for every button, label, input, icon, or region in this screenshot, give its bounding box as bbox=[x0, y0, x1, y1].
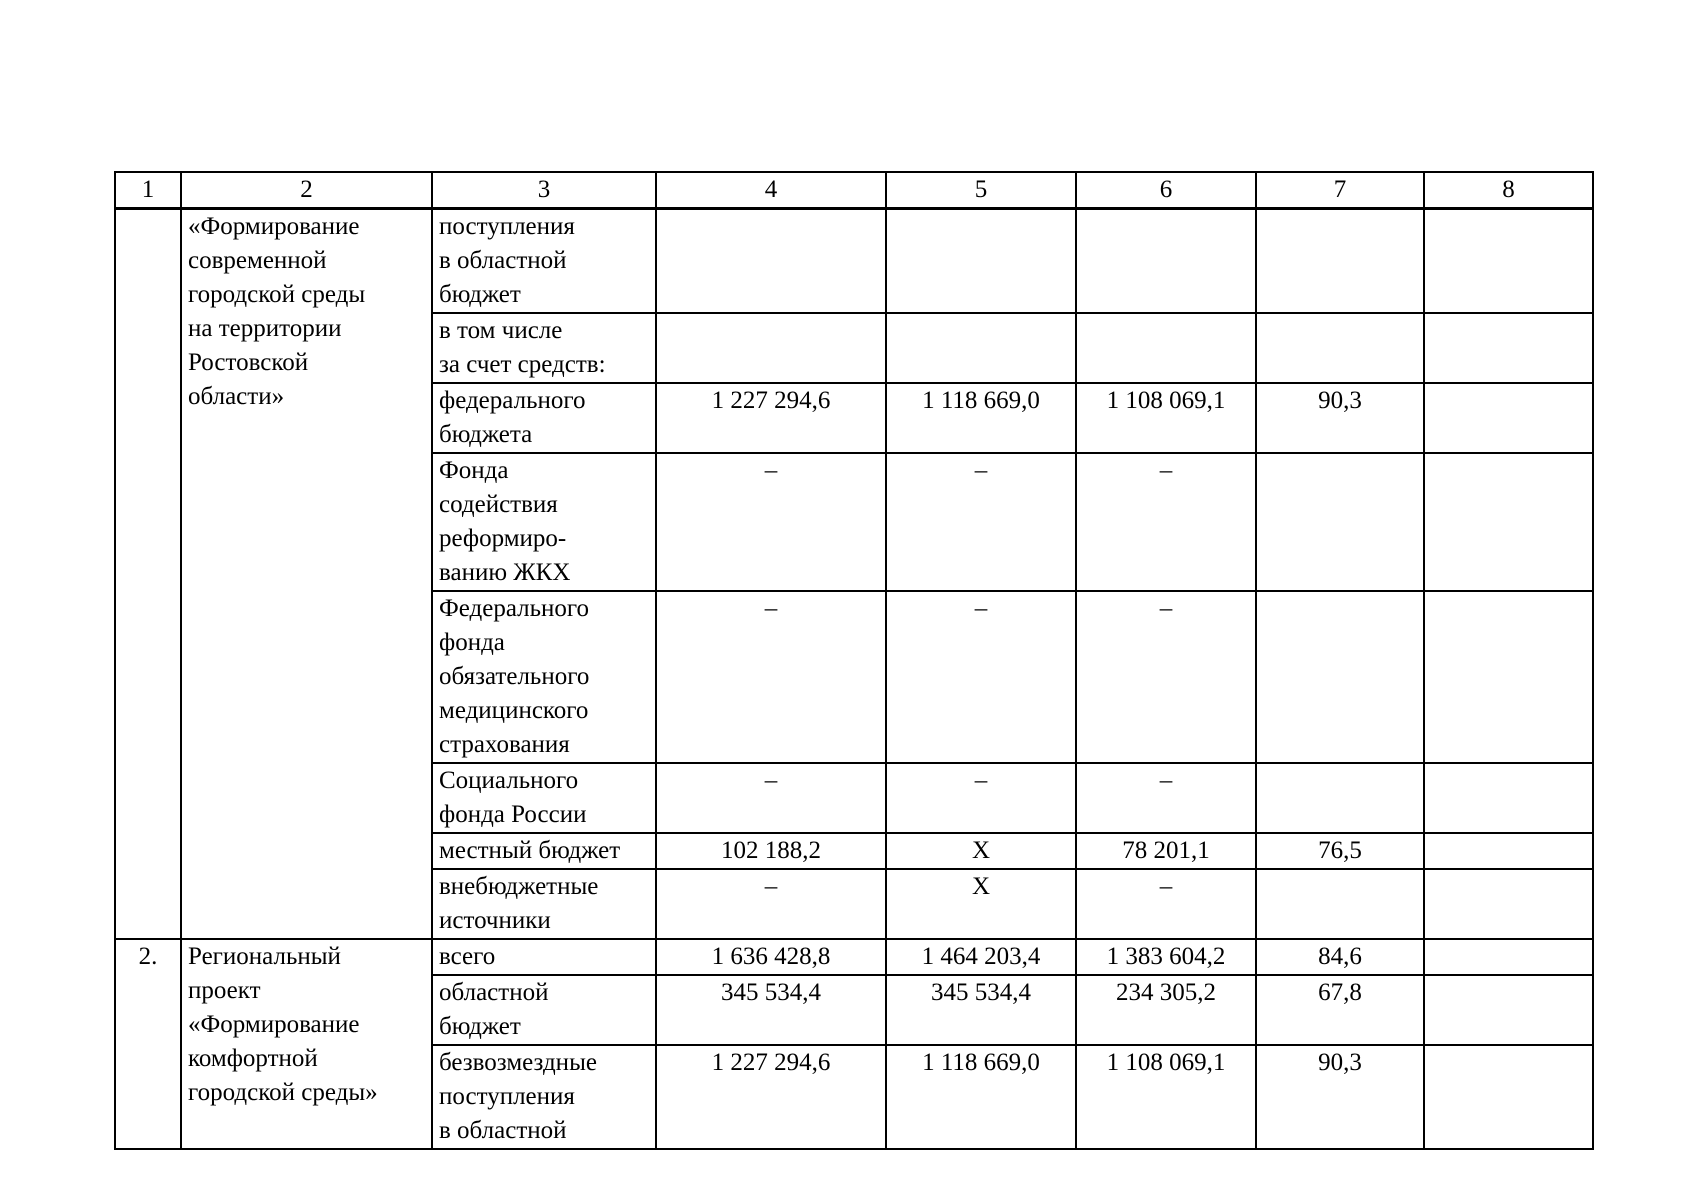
row-number-cell: 2. bbox=[115, 939, 181, 1149]
value-cell: 67,8 bbox=[1256, 975, 1424, 1045]
value-cell: – bbox=[886, 763, 1076, 833]
value-cell bbox=[1424, 763, 1593, 833]
value-cell bbox=[1424, 833, 1593, 869]
source-cell: в том числе за счет средств: bbox=[432, 313, 656, 383]
value-cell: – bbox=[886, 591, 1076, 763]
value-cell: 1 108 069,1 bbox=[1076, 1045, 1256, 1149]
document-page bbox=[114, 171, 1592, 1150]
value-cell: – bbox=[1076, 869, 1256, 939]
value-cell bbox=[1424, 939, 1593, 975]
value-cell: – bbox=[1076, 453, 1256, 591]
column-number: 3 bbox=[432, 172, 656, 209]
value-cell bbox=[1424, 1045, 1593, 1149]
table-row bbox=[115, 209, 1593, 314]
value-cell: 1 227 294,6 bbox=[656, 383, 886, 453]
value-cell bbox=[1424, 975, 1593, 1045]
source-cell: Федерального фонда обязательного медицинского страхования bbox=[432, 591, 656, 763]
source-cell: Фонда содействия реформиро- ванию ЖКХ bbox=[432, 453, 656, 591]
budget-table bbox=[114, 171, 1594, 1150]
value-cell: – bbox=[656, 591, 886, 763]
value-cell bbox=[656, 209, 886, 314]
column-number: 8 bbox=[1424, 172, 1593, 209]
value-cell: – bbox=[1076, 763, 1256, 833]
value-cell: 1 383 604,2 bbox=[1076, 939, 1256, 975]
value-cell bbox=[1256, 453, 1424, 591]
value-cell bbox=[1256, 313, 1424, 383]
source-cell: областной бюджет bbox=[432, 975, 656, 1045]
source-cell: внебюджетные источники bbox=[432, 869, 656, 939]
value-cell: 345 534,4 bbox=[886, 975, 1076, 1045]
value-cell: – bbox=[1076, 591, 1256, 763]
value-cell: – bbox=[656, 763, 886, 833]
value-cell: X bbox=[886, 833, 1076, 869]
value-cell: 1 108 069,1 bbox=[1076, 383, 1256, 453]
value-cell: 1 118 669,0 bbox=[886, 1045, 1076, 1149]
value-cell: – bbox=[656, 453, 886, 591]
value-cell bbox=[1424, 383, 1593, 453]
value-cell: 90,3 bbox=[1256, 1045, 1424, 1149]
table-body bbox=[115, 172, 1593, 1149]
value-cell bbox=[1424, 313, 1593, 383]
column-number: 6 bbox=[1076, 172, 1256, 209]
value-cell: 76,5 bbox=[1256, 833, 1424, 869]
item-title-cell: «Формирование современной городской среды на территории Ростовской области» bbox=[181, 209, 432, 940]
value-cell: 90,3 bbox=[1256, 383, 1424, 453]
value-cell bbox=[1256, 869, 1424, 939]
value-cell: 345 534,4 bbox=[656, 975, 886, 1045]
row-number-cell bbox=[115, 209, 181, 940]
source-cell: Социального фонда России bbox=[432, 763, 656, 833]
value-cell bbox=[656, 313, 886, 383]
value-cell bbox=[1424, 591, 1593, 763]
value-cell bbox=[886, 313, 1076, 383]
value-cell: – bbox=[886, 453, 1076, 591]
value-cell: X bbox=[886, 869, 1076, 939]
value-cell bbox=[886, 209, 1076, 314]
column-number: 4 bbox=[656, 172, 886, 209]
value-cell: 102 188,2 bbox=[656, 833, 886, 869]
column-number: 2 bbox=[181, 172, 432, 209]
value-cell bbox=[1424, 209, 1593, 314]
value-cell: 78 201,1 bbox=[1076, 833, 1256, 869]
value-cell: – bbox=[656, 869, 886, 939]
value-cell bbox=[1424, 453, 1593, 591]
source-cell: поступления в областной бюджет bbox=[432, 209, 656, 314]
value-cell: 1 636 428,8 bbox=[656, 939, 886, 975]
value-cell: 234 305,2 bbox=[1076, 975, 1256, 1045]
value-cell: 84,6 bbox=[1256, 939, 1424, 975]
source-cell: федерального бюджета bbox=[432, 383, 656, 453]
column-number: 7 bbox=[1256, 172, 1424, 209]
table-row bbox=[115, 939, 1593, 975]
column-number-row bbox=[115, 172, 1593, 209]
value-cell bbox=[1424, 869, 1593, 939]
value-cell: 1 227 294,6 bbox=[656, 1045, 886, 1149]
source-cell: безвозмездные поступления в областной bbox=[432, 1045, 656, 1149]
value-cell bbox=[1256, 763, 1424, 833]
item-title-cell: Региональный проект «Формирование комфортной городской среды» bbox=[181, 939, 432, 1149]
value-cell bbox=[1256, 209, 1424, 314]
column-number: 5 bbox=[886, 172, 1076, 209]
source-cell: местный бюджет bbox=[432, 833, 656, 869]
value-cell bbox=[1076, 209, 1256, 314]
value-cell bbox=[1256, 591, 1424, 763]
column-number: 1 bbox=[115, 172, 181, 209]
source-cell: всего bbox=[432, 939, 656, 975]
value-cell: 1 464 203,4 bbox=[886, 939, 1076, 975]
value-cell bbox=[1076, 313, 1256, 383]
value-cell: 1 118 669,0 bbox=[886, 383, 1076, 453]
